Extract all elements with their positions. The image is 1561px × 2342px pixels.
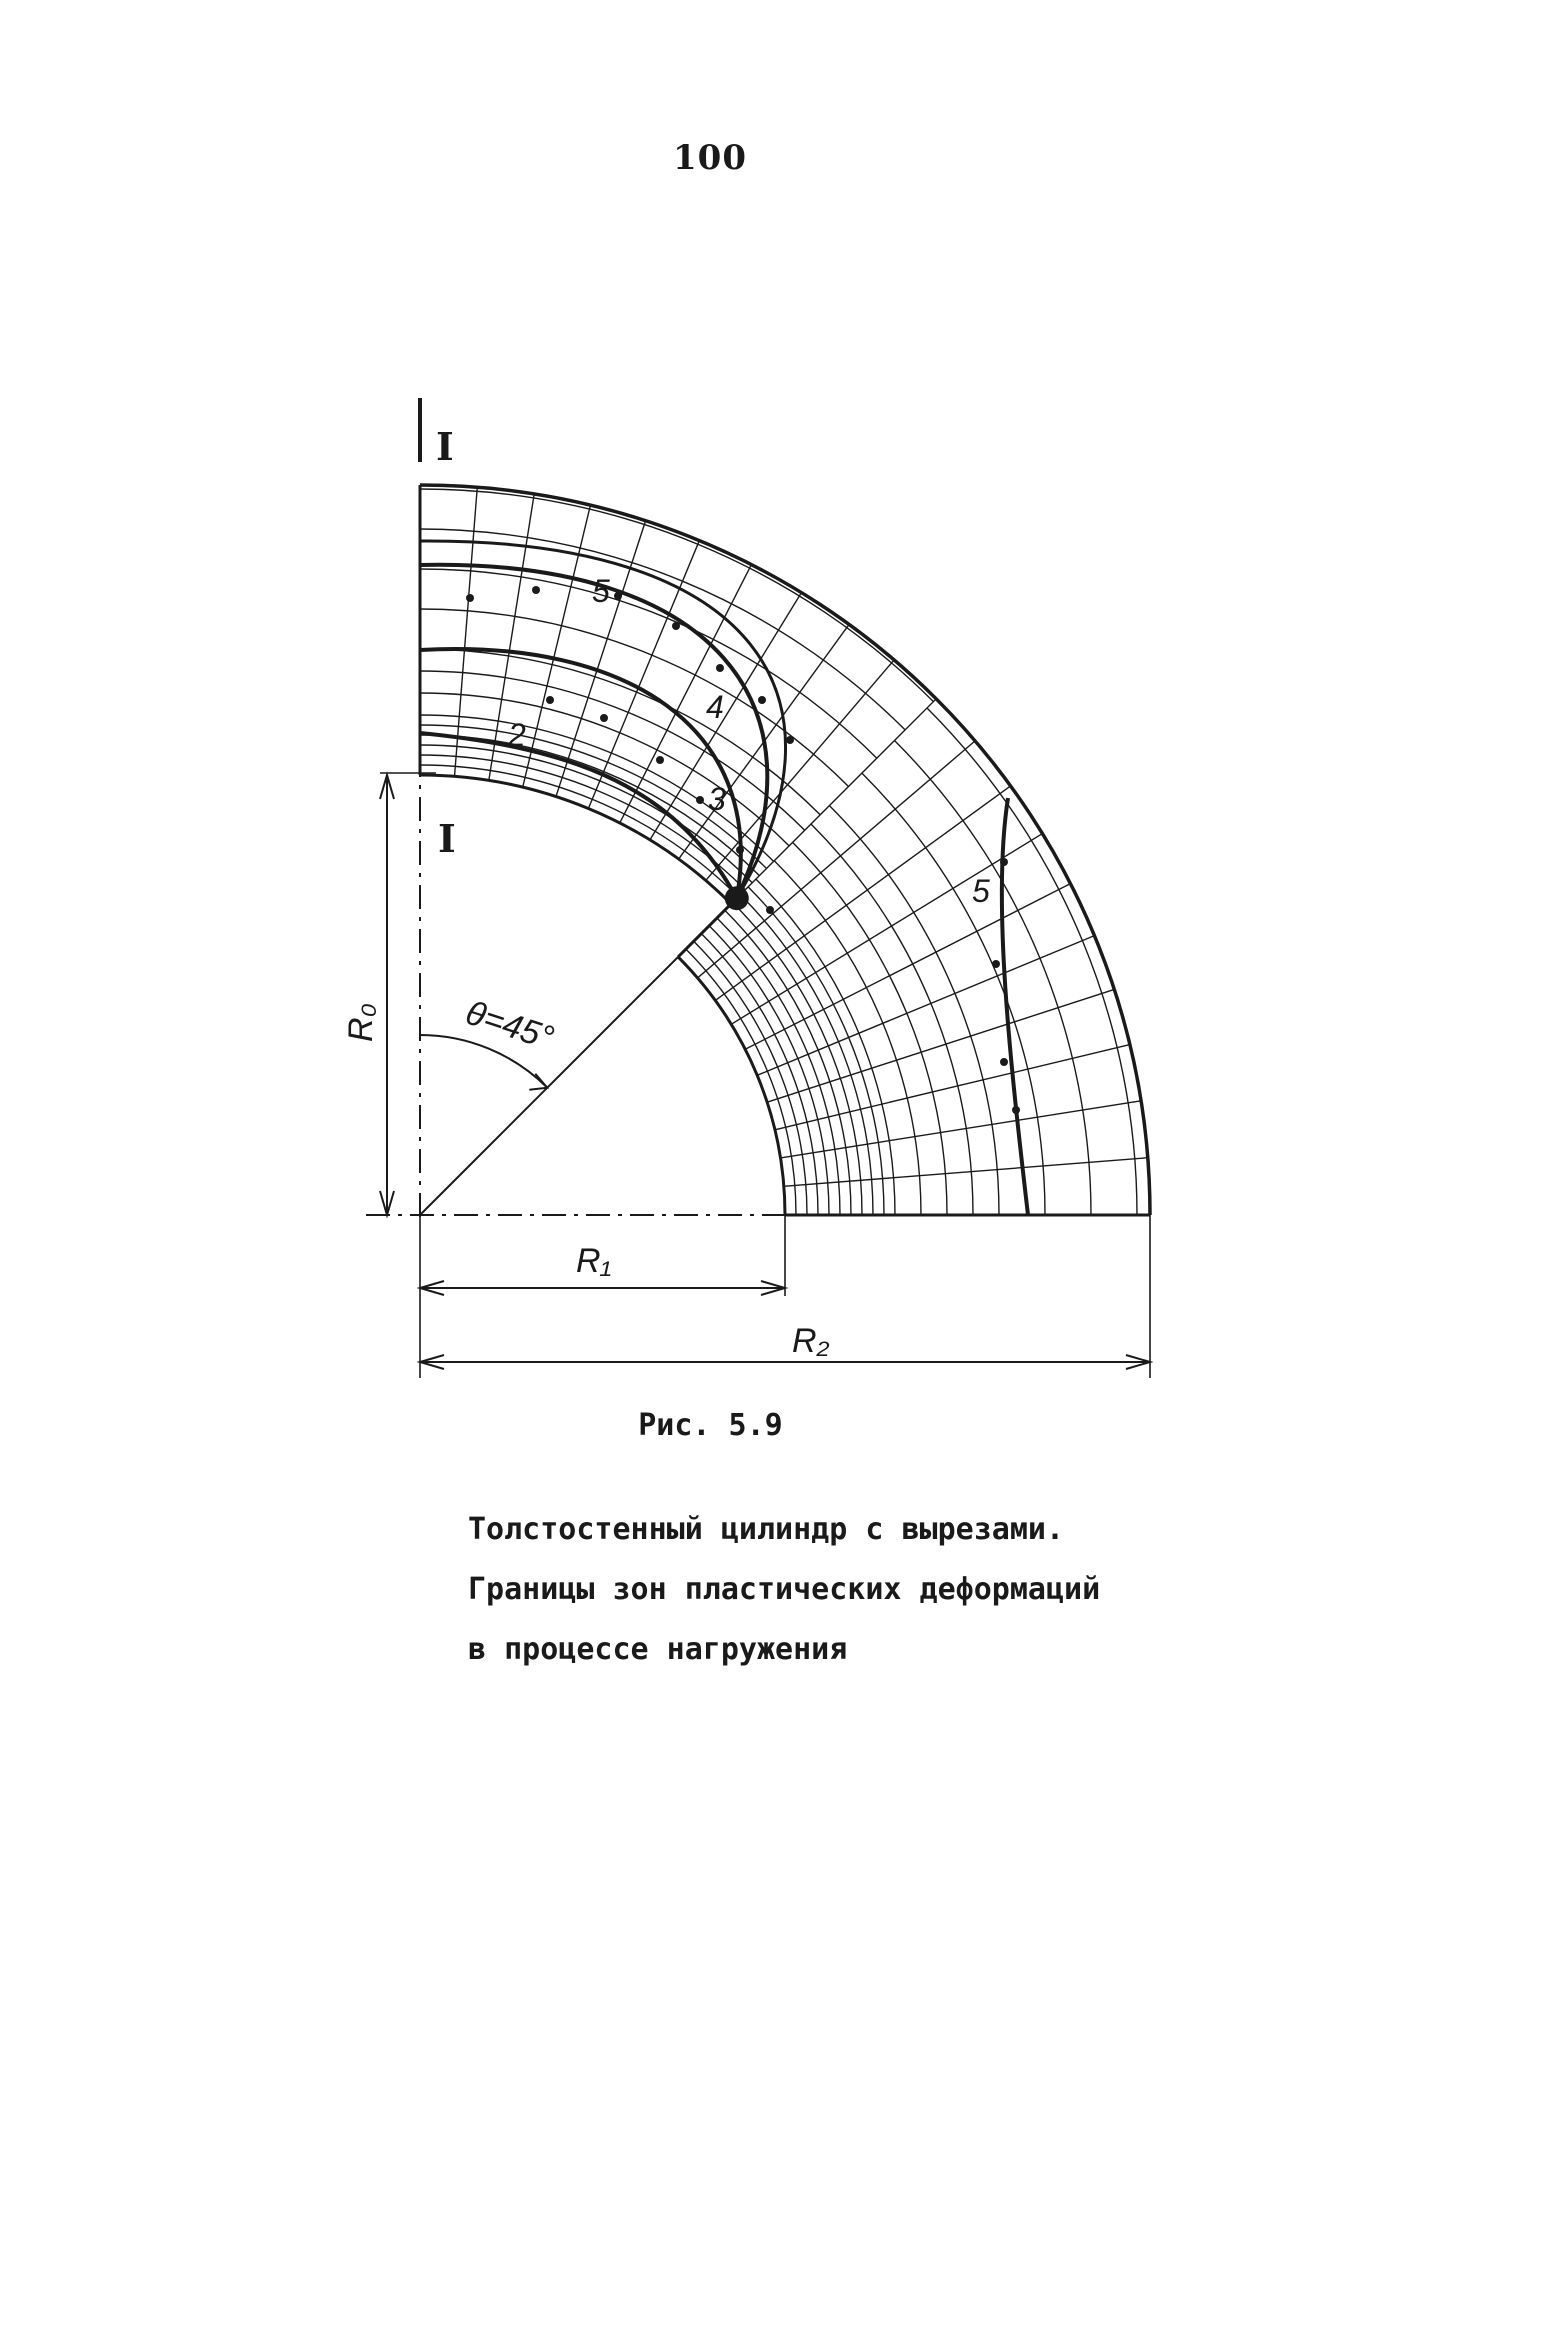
zone-node bbox=[758, 696, 766, 704]
mesh-arc bbox=[694, 941, 807, 1215]
zone-label-5-top: 5 bbox=[592, 573, 610, 609]
zone-node bbox=[546, 696, 554, 704]
mesh-radial bbox=[775, 1045, 1130, 1130]
radius-label-r1: R₁ bbox=[576, 1242, 612, 1280]
caption-line-1: Толстостенный цилиндр с вырезами. bbox=[468, 1512, 1065, 1547]
zone-node bbox=[532, 586, 540, 594]
zone-label-4: 4 bbox=[706, 689, 724, 725]
mesh-radial bbox=[731, 834, 1042, 1025]
angle-ray bbox=[420, 957, 678, 1215]
notch-edge bbox=[678, 904, 731, 957]
section-label-inner: I bbox=[438, 816, 456, 861]
figure-number: Рис. 5.9 bbox=[638, 1408, 783, 1443]
zone-node bbox=[696, 796, 704, 804]
dimension-lines bbox=[366, 398, 1150, 1378]
zone-node bbox=[672, 622, 680, 630]
radius-label-r0: R₀ bbox=[342, 1003, 380, 1042]
figure-description bbox=[468, 1500, 1368, 1680]
zone-node bbox=[786, 736, 794, 744]
caption-line-3: в процессе нагружения bbox=[468, 1632, 848, 1667]
zone-label-5-right: 5 bbox=[972, 873, 990, 909]
zone-node bbox=[716, 664, 724, 672]
mesh-arc bbox=[678, 957, 785, 1215]
zone-node bbox=[600, 714, 608, 722]
zone-node bbox=[1000, 858, 1008, 866]
notch-tip bbox=[725, 886, 749, 910]
zone-node bbox=[1000, 1058, 1008, 1066]
mesh-arc bbox=[420, 775, 731, 904]
mesh-radial bbox=[556, 521, 646, 797]
figure-caption bbox=[0, 1408, 1561, 1443]
page-number: 100 bbox=[673, 138, 747, 178]
radius-label-r2: R₂ bbox=[792, 1322, 830, 1360]
zone-node bbox=[736, 846, 744, 854]
zone-node bbox=[766, 906, 774, 914]
zone-label-3: 3 bbox=[708, 781, 726, 817]
zone-node bbox=[656, 756, 664, 764]
mesh-arc bbox=[686, 949, 796, 1215]
zone-node bbox=[614, 592, 622, 600]
zone-node bbox=[992, 960, 1000, 968]
mesh-radial bbox=[781, 1101, 1142, 1158]
angle-label: θ=45° bbox=[461, 993, 559, 1058]
angle-arrow bbox=[529, 1074, 547, 1090]
mesh-radial bbox=[767, 989, 1114, 1102]
zone-node bbox=[466, 594, 474, 602]
section-label-top: I bbox=[436, 424, 454, 469]
zone-node bbox=[1012, 1106, 1020, 1114]
caption-line-2: Границы зон пластических деформаций bbox=[468, 1572, 1101, 1607]
zone-label-2: 2 bbox=[508, 717, 526, 753]
